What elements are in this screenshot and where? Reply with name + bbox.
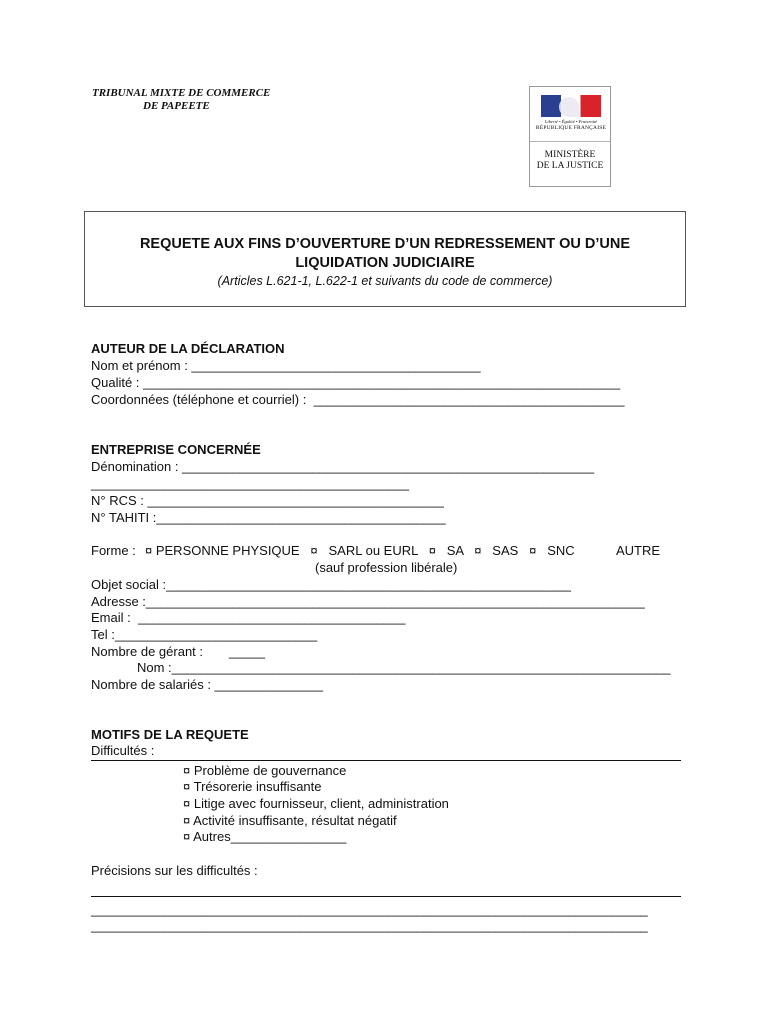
field-nombre-salaries[interactable]: Nombre de salariés : _______________ <box>91 677 324 692</box>
title-line2: LIQUIDATION JUDICIAIRE <box>295 255 475 271</box>
forme-options[interactable]: ¤ PERSONNE PHYSIQUE ¤ SARL ou EURL ¤ SA ¤ SAS ¤ SNC <box>145 543 575 558</box>
precisions-line2[interactable]: _____________________________________________________________________________ <box>91 918 648 933</box>
field-nombre-gerant-blank[interactable]: _____ <box>229 644 266 659</box>
field-nombre-gerant: Nombre de gérant : <box>91 644 204 659</box>
field-tel[interactable]: Tel :____________________________ <box>91 627 318 642</box>
forme-note: (sauf profession libérale) <box>315 560 458 575</box>
section-heading-auteur: AUTEUR DE LA DÉCLARATION <box>91 341 285 356</box>
field-nom-prenom[interactable]: Nom et prénom : ________________________________________ <box>91 358 481 373</box>
logo-motto: Liberté • Égalité • Fraternité <box>544 119 598 124</box>
title-box <box>84 211 686 307</box>
field-coordonnees[interactable]: Coordonnées (téléphone et courriel) : ___________________________________________ <box>91 392 625 407</box>
field-rcs[interactable]: N° RCS : _________________________________________ <box>91 493 444 508</box>
logo-republic: RÉPUBLIQUE FRANÇAISE <box>535 125 607 131</box>
precisions-label: Précisions sur les difficultés : <box>91 863 258 878</box>
checkbox-item-gouvernance[interactable]: ¤ Problème de gouvernance <box>183 763 347 778</box>
forme-label: Forme : <box>91 543 136 558</box>
precisions-rule[interactable] <box>91 896 681 897</box>
field-email[interactable]: Email : _____________________________________ <box>91 610 406 625</box>
checkbox-item-autres[interactable]: ¤ Autres________________ <box>183 829 347 844</box>
field-gerant-nom[interactable]: Nom :_____________________________________________________________________ <box>137 660 671 675</box>
court-name-line1: TRIBUNAL MIXTE DE COMMERCE <box>92 87 271 99</box>
section-heading-motifs: MOTIFS DE LA REQUETE <box>91 727 249 742</box>
ministry-logo <box>529 86 611 187</box>
checkbox-item-tresorerie[interactable]: ¤ Trésorerie insuffisante <box>183 779 322 794</box>
precisions-line1[interactable]: _____________________________________________________________________________ <box>91 902 648 917</box>
logo-divider <box>530 141 610 142</box>
field-qualite[interactable]: Qualité : __________________________________________________________________ <box>91 375 621 390</box>
field-tahiti[interactable]: N° TAHITI :________________________________________ <box>91 510 446 525</box>
forme-autre[interactable]: AUTRE <box>616 543 661 558</box>
marianne-flag-icon <box>541 95 601 117</box>
checkbox-item-activite[interactable]: ¤ Activité insuffisante, résultat négatif <box>183 813 397 828</box>
title-subtitle: (Articles L.621-1, L.622-1 et suivants du code de commerce) <box>217 274 553 288</box>
difficultes-rule <box>91 760 681 761</box>
section-heading-entreprise: ENTREPRISE CONCERNÉE <box>91 442 261 457</box>
logo-ministry-line2: DE LA JUSTICE <box>536 161 604 171</box>
field-denomination-cont[interactable]: ____________________________________________ <box>91 476 410 491</box>
title-line1: REQUETE AUX FINS D’OUVERTURE D’UN REDRESSEMENT OU D’UNE <box>139 236 631 252</box>
checkbox-item-litige[interactable]: ¤ Litige avec fournisseur, client, administration <box>183 796 449 811</box>
logo-ministry-line1: MINISTÈRE <box>544 150 596 160</box>
field-objet-social[interactable]: Objet social :________________________________________________________ <box>91 577 572 592</box>
field-denomination[interactable]: Dénomination : _________________________________________________________ <box>91 459 595 474</box>
difficultes-label: Difficultés : <box>91 743 155 758</box>
court-name-line2: DE PAPEETE <box>143 100 210 112</box>
field-adresse[interactable]: Adresse :_____________________________________________________________________ <box>91 594 645 609</box>
